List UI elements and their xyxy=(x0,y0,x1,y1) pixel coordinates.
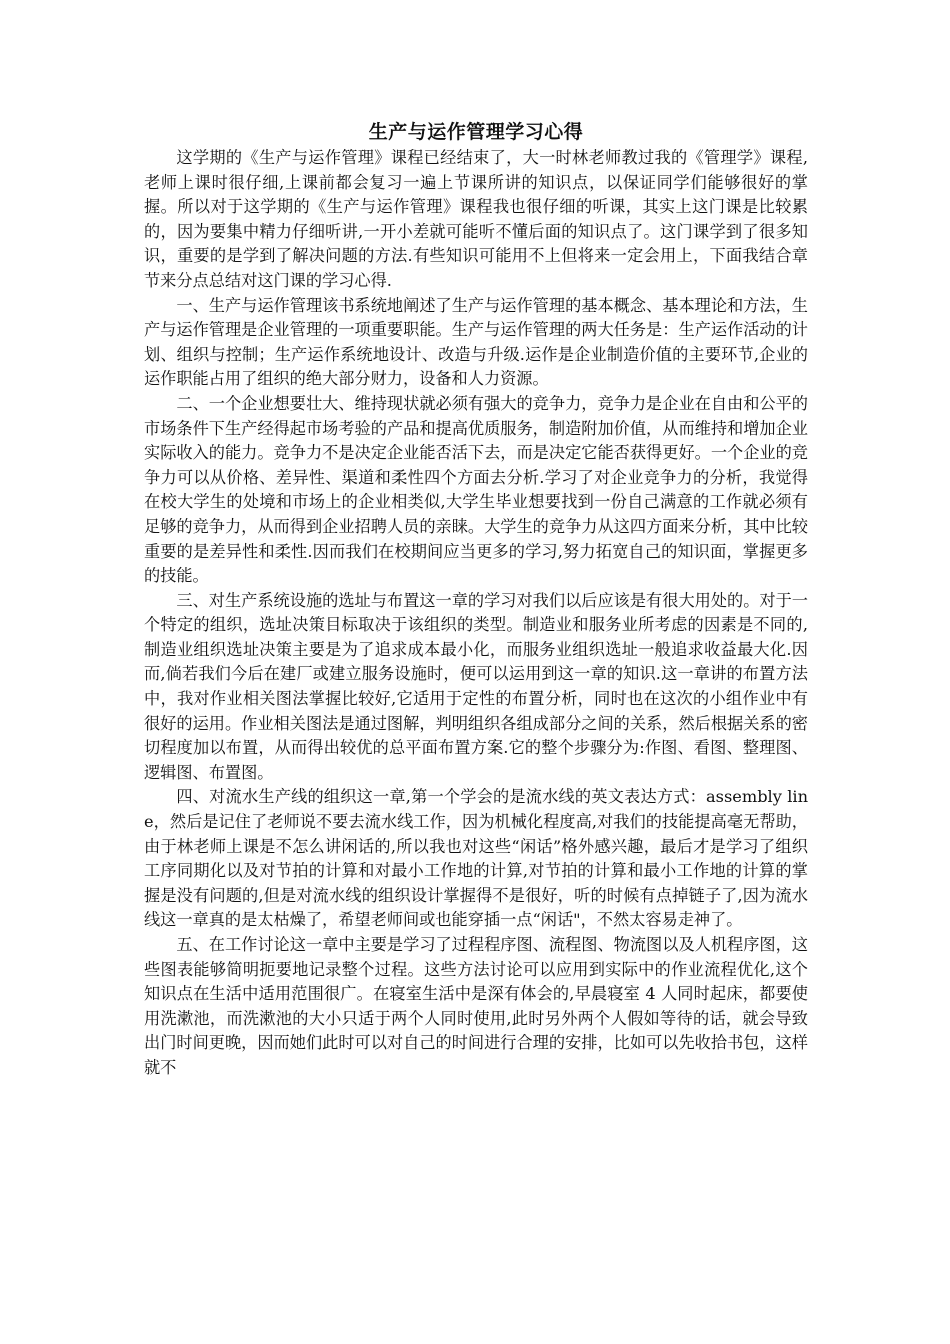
document-body xyxy=(144,118,808,1081)
paragraph-section-4: 四、对流水生产线的组织这一章,第一个学会的是流水线的英文表达方式：assembly line，然后是记住了老师说不要去流水线工作，因为机械化程度高,对我们的技能提高毫无帮助，由于林老师上课是不怎么讲闲话的,所以我也对这些“闲话”格外感兴趣，最后才是学习了组织工序同期化以及对节拍的计算和对最小工作地的计算,对节拍的计算和最小工作地的计算的掌握是没有问题的,但是对流水线的组织设计掌握得不是很好，听的时候有点掉链子了,因为流水线这一章真的是太枯燥了，希望老师间或也能穿插一点“闲话"，不然太容易走神了。 xyxy=(144,787,808,930)
paragraph-section-1: 一、生产与运作管理该书系统地阐述了生产与运作管理的基本概念、基本理论和方法，生产与运作管理是企业管理的一项重要职能。生产与运作管理的两大任务是：生产运作活动的计划、组织与控制；生产运作系统地设计、改造与升级.运作是企业制造价值的主要环节,企业的运作职能占用了组织的绝大部分财力，设备和人力资源。 xyxy=(144,295,808,389)
document-title: 生产与运作管理学习心得 xyxy=(368,121,584,143)
paragraph-intro: 这学期的《生产与运作管理》课程已经结束了，大一时林老师教过我的《管理学》课程,老师上课时很仔细,上课前都会复习一遍上节课所讲的知识点，以保证同学们能够很好的掌握。所以对于这学期的《生产与运作管理》课程我也很仔细的听课，其实上这门课是比较累的，因为要集中精力仔细听讲,一开小差就可能听不懂后面的知识点了。这门课学到了很多知识，重要的是学到了解决问题的方法.有些知识可能用不上但将来一定会用上，下面我结合章节来分点总结对这门课的学习心得. xyxy=(144,148,808,290)
paragraph-section-5: 五、在工作讨论这一章中主要是学习了过程程序图、流程图、物流图以及人机程序图，这些图表能够简明扼要地记录整个过程。这些方法讨论可以应用到实际中的作业流程优化,这个知识点在生活中适用范围很广。在寝室生活中是深有体会的,早晨寝室 4 人同时起床，都要使用洗漱池，而洗漱池的大小只适于两个人同时使用,此时另外两个人假如等待的话，就会导致出门时间更晚，因而她们此时可以对自己的时间进行合理的安排，比如可以先收拾书包，这样就不 xyxy=(144,935,808,1077)
paragraph-section-3: 三、对生产系统设施的选址与布置这一章的学习对我们以后应该是有很大用处的。对于一个特定的组织，选址决策目标取决于该组织的类型。制造业和服务业所考虑的因素是不同的,制造业组织选址决策主要是为了追求成本最小化，而服务业组织选址一般追求收益最大化.因而,倘若我们今后在建厂或建立服务设施时，便可以运用到这一章的知识.这一章讲的布置方法中，我对作业相关图法掌握比较好,它适用于定性的布置分析，同时也在这次的小组作业中有很好的运用。作业相关图法是通过图解，判明组织各组成部分之间的关系，然后根据关系的密切程度加以布置，从而得出较优的总平面布置方案.它的整个步骤分为:作图、看图、整理图、逻辑图、布置图。 xyxy=(144,590,808,782)
paragraph-section-2: 二、一个企业想要壮大、维持现状就必须有强大的竞争力，竞争力是企业在自由和公平的市场条件下生产经得起市场考验的产品和提高优质服务，制造附加价值，从而维持和增加企业实际收入的能力。竞争力不是决定企业能否活下去，而是决定它能否获得更好。一个企业的竞争力可以从价格、差异性、渠道和柔性四个方面去分析.学习了对企业竞争力的分析，我觉得在校大学生的处境和市场上的企业相类似,大学生毕业想要找到一份自己满意的工作就必须有足够的竞争力，从而得到企业招聘人员的亲睐。大学生的竞争力从这四方面来分析，其中比较重要的是差异性和柔性.因而我们在校期间应当更多的学习,努力拓宽自己的知识面，掌握更多的技能。 xyxy=(144,393,808,586)
